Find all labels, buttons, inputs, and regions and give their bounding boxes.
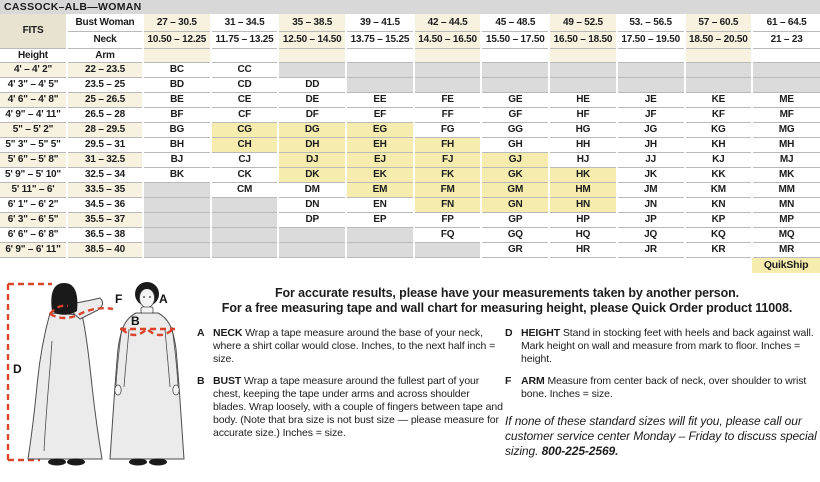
size-code-cell: BH: [143, 137, 211, 152]
table-row: [0, 107, 820, 122]
empty-cell: [549, 77, 617, 92]
header-filler-cell: [143, 48, 211, 62]
quikship-row-spacer: [0, 257, 67, 273]
size-code-cell: BE: [143, 92, 211, 107]
size-code-cell: HR: [549, 242, 617, 257]
empty-cell: [143, 227, 211, 242]
instruction-letter: D: [505, 327, 513, 339]
intro-text: [197, 286, 817, 316]
instruction-height: [505, 327, 817, 366]
intro-line-2: For a free measuring tape and wall chart for measuring height, please Quick Order product 11008.: [221, 301, 793, 315]
size-code-cell: MR: [752, 242, 820, 257]
height-cell: 6' 6" – 6' 8": [0, 227, 67, 242]
size-code-cell: DM: [278, 182, 346, 197]
instruction-columns: [197, 327, 817, 459]
size-code-cell: EK: [346, 167, 414, 182]
size-code-cell: DF: [278, 107, 346, 122]
instructions-right-column: [505, 327, 817, 459]
quikship-row-spacer: [549, 257, 617, 273]
table-row: [0, 92, 820, 107]
front-figure-eye: [143, 296, 145, 298]
quikship-row-spacer: [481, 257, 549, 273]
size-code-cell: EE: [346, 92, 414, 107]
size-code-cell: FH: [414, 137, 482, 152]
table-row: [0, 77, 820, 92]
size-code-cell: FF: [414, 107, 482, 122]
size-code-cell: DG: [278, 122, 346, 137]
size-code-cell: GG: [481, 122, 549, 137]
arm-cell: 32.5 – 34: [67, 167, 143, 182]
header-filler-cell: [617, 48, 685, 62]
size-code-cell: HK: [549, 167, 617, 182]
header-filler-cell: [549, 48, 617, 62]
figure-label-height: D: [13, 362, 22, 376]
size-code-cell: EP: [346, 212, 414, 227]
size-code-cell: KE: [685, 92, 753, 107]
size-code-cell: FJ: [414, 152, 482, 167]
bust-range-cell: 27 – 30.5: [143, 14, 211, 31]
size-code-cell: KN: [685, 197, 753, 212]
size-code-cell: FG: [414, 122, 482, 137]
size-code-cell: CF: [211, 107, 279, 122]
neck-range-cell: 14.50 – 16.50: [414, 31, 482, 48]
arm-cell: 28 – 29.5: [67, 122, 143, 137]
size-code-cell: CM: [211, 182, 279, 197]
neck-range-cell: 12.50 – 14.50: [278, 31, 346, 48]
size-code-cell: KG: [685, 122, 753, 137]
size-code-cell: BD: [143, 77, 211, 92]
size-code-cell: BC: [143, 62, 211, 77]
phone-number: 800-225-2569.: [541, 444, 619, 458]
size-code-cell: EG: [346, 122, 414, 137]
table-row: [0, 167, 820, 182]
instruction-text: BUST Wrap a tape measure around the fullest part of your chest, keeping the tape under arms and across shoulder blades. Wrap loosely, with a couple of fingers between tape and body. (Note that bra size is not bust size — please measure for accurate size.) Inches = size.: [213, 375, 503, 439]
size-code-cell: JF: [617, 107, 685, 122]
size-code-cell: GH: [481, 137, 549, 152]
header-filler-cell: [414, 48, 482, 62]
size-code-cell: BF: [143, 107, 211, 122]
height-cell: 6' 1" – 6' 2": [0, 197, 67, 212]
size-code-cell: JG: [617, 122, 685, 137]
table-row: [0, 152, 820, 167]
front-figure-eye: [149, 296, 151, 298]
arm-cell: 33.5 – 35: [67, 182, 143, 197]
instruction-term: NECK: [213, 327, 246, 339]
size-code-cell: MF: [752, 107, 820, 122]
header-filler-cell: [278, 48, 346, 62]
instruction-letter: F: [505, 375, 512, 387]
size-code-cell: HN: [549, 197, 617, 212]
quikship-badge: QuikShip: [752, 257, 820, 273]
instruction-term: HEIGHT: [521, 327, 563, 339]
size-code-cell: JN: [617, 197, 685, 212]
bust-range-cell: 42 – 44.5: [414, 14, 482, 31]
back-figure-foot: [48, 459, 66, 466]
size-code-cell: HM: [549, 182, 617, 197]
instruction-letter: A: [197, 327, 205, 339]
special-sizing-note: [505, 414, 817, 459]
bust-range-cell: 39 – 41.5: [346, 14, 414, 31]
size-code-cell: MH: [752, 137, 820, 152]
size-code-cell: CK: [211, 167, 279, 182]
table-row: [0, 62, 820, 77]
measuring-instructions-section: [0, 281, 820, 482]
bust-range-cell: 61 – 64.5: [752, 14, 820, 31]
measurement-figure-illustration: [0, 281, 200, 482]
front-figure-collar: [141, 307, 153, 313]
size-code-cell: BJ: [143, 152, 211, 167]
back-figure-hair: [51, 283, 77, 315]
quikship-row-spacer: [67, 257, 143, 273]
table-row: [0, 182, 820, 197]
size-code-cell: GN: [481, 197, 549, 212]
neck-row-label: Neck: [67, 31, 143, 48]
size-code-cell: HG: [549, 122, 617, 137]
size-code-cell: JE: [617, 92, 685, 107]
size-code-cell: CD: [211, 77, 279, 92]
instruction-text: ARM Measure from center back of neck, over shoulder to wrist bone. Inches = size.: [521, 375, 807, 400]
size-code-cell: JJ: [617, 152, 685, 167]
size-code-cell: JM: [617, 182, 685, 197]
size-code-cell: FN: [414, 197, 482, 212]
header-filler-cell: [211, 48, 279, 62]
size-code-cell: CJ: [211, 152, 279, 167]
intro-line-1: For accurate results, please have your measurements taken by another person.: [274, 286, 740, 300]
neck-range-cell: 17.50 – 19.50: [617, 31, 685, 48]
arm-cell: 31 – 32.5: [67, 152, 143, 167]
quikship-row-spacer: [414, 257, 482, 273]
size-code-cell: FE: [414, 92, 482, 107]
arm-cell: 22 – 23.5: [67, 62, 143, 77]
quikship-row: [0, 257, 820, 273]
size-code-cell: BG: [143, 122, 211, 137]
back-figure-robe: [28, 313, 102, 459]
size-code-cell: DJ: [278, 152, 346, 167]
size-code-cell: HE: [549, 92, 617, 107]
empty-cell: [752, 77, 820, 92]
empty-cell: [549, 62, 617, 77]
size-code-cell: DP: [278, 212, 346, 227]
note-text: If none of these standard sizes will fit you, please call our customer service center Monday – Friday to discuss special sizing.: [505, 414, 817, 458]
table-row: [0, 197, 820, 212]
empty-cell: [346, 62, 414, 77]
size-code-cell: EN: [346, 197, 414, 212]
size-code-cell: CE: [211, 92, 279, 107]
empty-cell: [346, 77, 414, 92]
bust-range-cell: 49 – 52.5: [549, 14, 617, 31]
front-figure-face: [140, 289, 155, 308]
empty-cell: [414, 242, 482, 257]
empty-cell: [143, 182, 211, 197]
size-code-cell: KR: [685, 242, 753, 257]
bust-range-cell: 31 – 34.5: [211, 14, 279, 31]
neck-range-cell: 21 – 23: [752, 31, 820, 48]
size-code-cell: ME: [752, 92, 820, 107]
empty-cell: [685, 62, 753, 77]
size-code-cell: DE: [278, 92, 346, 107]
size-code-cell: GF: [481, 107, 549, 122]
height-cell: 5' 11" – 6': [0, 182, 67, 197]
bust-range-cell: 53. – 56.5: [617, 14, 685, 31]
empty-cell: [346, 227, 414, 242]
table-row: [0, 227, 820, 242]
size-code-cell: FM: [414, 182, 482, 197]
front-figure-hand: [173, 385, 179, 395]
height-cell: 6' 3" – 6' 5": [0, 212, 67, 227]
size-code-cell: FP: [414, 212, 482, 227]
table-row: [0, 122, 820, 137]
bust-range-cell: 57 – 60.5: [685, 14, 753, 31]
table-row: [0, 242, 820, 257]
size-code-cell: FK: [414, 167, 482, 182]
size-code-cell: MM: [752, 182, 820, 197]
arm-cell: 23.5 – 25: [67, 77, 143, 92]
instruction-arm: [505, 375, 817, 401]
empty-cell: [143, 212, 211, 227]
empty-cell: [211, 197, 279, 212]
empty-cell: [346, 242, 414, 257]
size-code-cell: DD: [278, 77, 346, 92]
empty-cell: [481, 77, 549, 92]
table-row: [0, 212, 820, 227]
size-code-cell: HJ: [549, 152, 617, 167]
height-cell: 4' 6" – 4' 8": [0, 92, 67, 107]
quikship-row-spacer: [143, 257, 211, 273]
size-code-cell: GQ: [481, 227, 549, 242]
size-code-cell: KP: [685, 212, 753, 227]
size-code-cell: EH: [346, 137, 414, 152]
size-code-cell: BK: [143, 167, 211, 182]
quikship-row-spacer: [685, 257, 753, 273]
instruction-term: BUST: [213, 375, 245, 387]
size-code-cell: JH: [617, 137, 685, 152]
empty-cell: [617, 62, 685, 77]
arm-cell: 35.5 – 37: [67, 212, 143, 227]
height-cell: 4' – 4' 2": [0, 62, 67, 77]
arm-cell: 26.5 – 28: [67, 107, 143, 122]
instructions-content: [197, 286, 817, 459]
size-code-cell: KQ: [685, 227, 753, 242]
size-code-cell: JR: [617, 242, 685, 257]
neck-header-row: [0, 31, 820, 48]
instructions-right-list: [505, 327, 817, 401]
bust-header-row: [0, 14, 820, 31]
size-code-cell: JK: [617, 167, 685, 182]
empty-cell: [143, 197, 211, 212]
chart-title: CASSOCK–ALB—WOMAN: [0, 0, 820, 14]
size-code-cell: KJ: [685, 152, 753, 167]
size-code-cell: KF: [685, 107, 753, 122]
size-code-cell: JP: [617, 212, 685, 227]
instruction-neck: [197, 327, 505, 366]
size-code-cell: FQ: [414, 227, 482, 242]
size-code-cell: HQ: [549, 227, 617, 242]
instruction-text: NECK Wrap a tape measure around the base of your neck, where a shirt collar would close. Inches, to the next half inch = size.: [213, 327, 496, 365]
size-code-cell: HF: [549, 107, 617, 122]
back-figure-foot: [67, 459, 85, 466]
size-code-cell: KH: [685, 137, 753, 152]
figure-label-bust: B: [131, 314, 140, 328]
empty-cell: [211, 227, 279, 242]
bust-row-label: Bust Woman: [67, 14, 143, 31]
empty-cell: [617, 77, 685, 92]
height-cell: 5" – 5' 2": [0, 122, 67, 137]
height-column-label: Height: [0, 48, 67, 62]
instruction-letter: B: [197, 375, 205, 387]
front-figure-foot: [129, 459, 147, 466]
bust-range-cell: 35 – 38.5: [278, 14, 346, 31]
height-cell: 5' 9" – 5' 10": [0, 167, 67, 182]
arm-column-label: Arm: [67, 48, 143, 62]
table-row: [0, 137, 820, 152]
empty-cell: [414, 77, 482, 92]
neck-range-cell: 18.50 – 20.50: [685, 31, 753, 48]
header-filler-cell: [752, 48, 820, 62]
size-code-cell: GR: [481, 242, 549, 257]
arm-cell: 29.5 – 31: [67, 137, 143, 152]
height-cell: 5' 6" – 5' 8": [0, 152, 67, 167]
empty-cell: [278, 227, 346, 242]
size-code-cell: KM: [685, 182, 753, 197]
size-code-cell: DK: [278, 167, 346, 182]
size-code-cell: JQ: [617, 227, 685, 242]
size-code-cell: CH: [211, 137, 279, 152]
header-filler-cell: [481, 48, 549, 62]
size-code-cell: EM: [346, 182, 414, 197]
instruction-text: HEIGHT Stand in stocking feet with heels and back against wall. Mark height on wall and measure from mark to floor. Inches = height.: [521, 327, 814, 365]
bust-range-cell: 45 – 48.5: [481, 14, 549, 31]
size-code-cell: GM: [481, 182, 549, 197]
size-code-cell: CG: [211, 122, 279, 137]
empty-cell: [278, 62, 346, 77]
size-code-cell: MG: [752, 122, 820, 137]
instruction-bust: [197, 375, 505, 440]
empty-cell: [143, 242, 211, 257]
size-code-cell: GK: [481, 167, 549, 182]
size-chart-table: [0, 14, 820, 273]
instructions-left-column: [197, 327, 505, 459]
empty-cell: [685, 77, 753, 92]
neck-range-cell: 13.75 – 15.25: [346, 31, 414, 48]
quikship-row-spacer: [211, 257, 279, 273]
size-code-cell: MN: [752, 197, 820, 212]
size-code-cell: MJ: [752, 152, 820, 167]
arm-cell: 25 – 26.5: [67, 92, 143, 107]
size-code-cell: MK: [752, 167, 820, 182]
neck-range-cell: 11.75 – 13.25: [211, 31, 279, 48]
front-figure-foot: [149, 459, 167, 466]
fits-label: FITS: [0, 14, 67, 48]
empty-cell: [278, 242, 346, 257]
figure-label-arm: F: [115, 292, 123, 306]
height-arm-header-row: [0, 48, 820, 62]
size-code-cell: GP: [481, 212, 549, 227]
front-figure-hand: [115, 385, 121, 395]
size-code-cell: CC: [211, 62, 279, 77]
quikship-row-spacer: [346, 257, 414, 273]
empty-cell: [211, 242, 279, 257]
size-code-cell: KK: [685, 167, 753, 182]
size-code-cell: HP: [549, 212, 617, 227]
neck-range-cell: 16.50 – 18.50: [549, 31, 617, 48]
arm-cell: 38.5 – 40: [67, 242, 143, 257]
height-cell: 5" 3" – 5" 5": [0, 137, 67, 152]
size-code-cell: DN: [278, 197, 346, 212]
instruction-term: ARM: [521, 375, 548, 387]
quikship-row-spacer: [617, 257, 685, 273]
size-code-cell: DH: [278, 137, 346, 152]
neck-range-cell: 15.50 – 17.50: [481, 31, 549, 48]
size-code-cell: MQ: [752, 227, 820, 242]
size-code-cell: MP: [752, 212, 820, 227]
empty-cell: [414, 62, 482, 77]
height-cell: 4' 9" – 4' 11": [0, 107, 67, 122]
size-code-cell: EJ: [346, 152, 414, 167]
height-cell: 4' 3" – 4' 5": [0, 77, 67, 92]
figure-label-neck: A: [159, 292, 168, 306]
arm-cell: 36.5 – 38: [67, 227, 143, 242]
empty-cell: [481, 62, 549, 77]
arm-cell: 34.5 – 36: [67, 197, 143, 212]
size-code-cell: HH: [549, 137, 617, 152]
header-filler-cell: [346, 48, 414, 62]
quikship-row-spacer: [278, 257, 346, 273]
size-code-cell: GJ: [481, 152, 549, 167]
size-table-body: [0, 62, 820, 273]
neck-range-cell: 10.50 – 12.25: [143, 31, 211, 48]
header-filler-cell: [685, 48, 753, 62]
height-cell: 6' 9" – 6' 11": [0, 242, 67, 257]
empty-cell: [211, 212, 279, 227]
size-code-cell: EF: [346, 107, 414, 122]
size-code-cell: GE: [481, 92, 549, 107]
empty-cell: [752, 62, 820, 77]
